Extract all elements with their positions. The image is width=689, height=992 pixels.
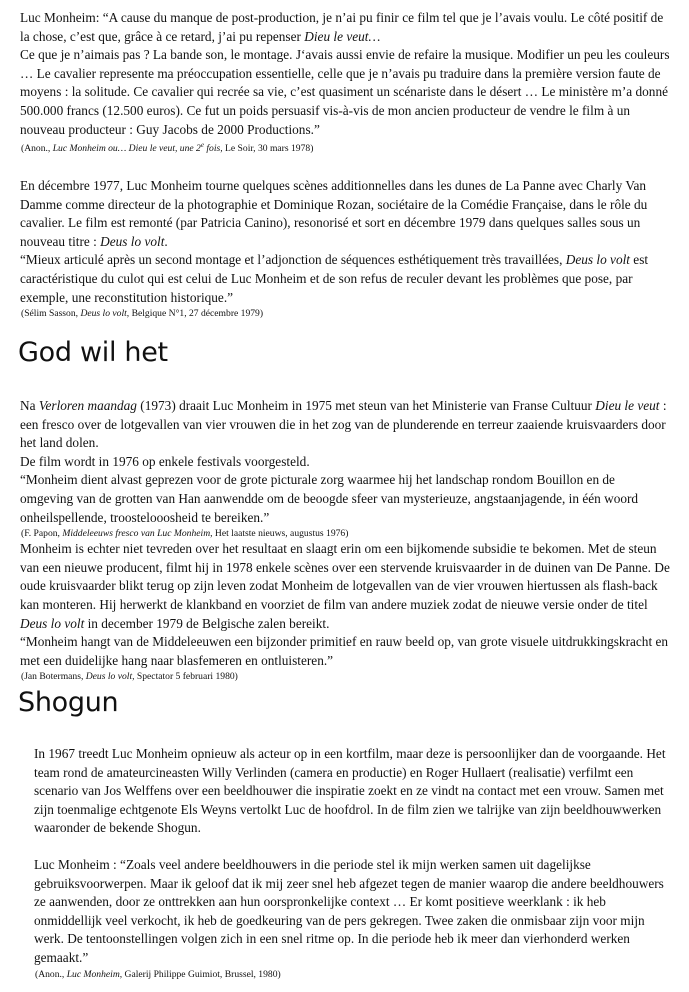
- text: (Anon.,: [21, 143, 53, 155]
- text: .: [164, 233, 168, 249]
- text: Galerij Philippe Guimiot, Brussel, 1980): [122, 968, 281, 980]
- citation: [21, 527, 670, 540]
- film-title: Deus lo volt: [565, 252, 630, 268]
- text: fois,: [203, 143, 223, 155]
- paragraph: Ce que je n’aimais pas ? La bande son, le montage. J‘avais aussi envie de refaire la musique. Modifier un peu les couleurs … Le cavalier represente ma préoccupation essentielle, celle que je n’avais pu traduire dans la première version faute de moyens : la solitude. Ce cavalier qui recrée sa vie, c’est quasiment un scénariste dans le désert … Le ministère m’a donné 500.000 francs (12.500 euros). Ce fut un poids persuasif vis-à-vis de mon ancien producteur de vendre le film à un nouveau producteur : Guy Jacobs de 2000 Productions.”: [20, 47, 670, 137]
- film-title: Dieu le veut: [595, 398, 660, 413]
- quote: [20, 251, 670, 307]
- section-god-wil-het: [20, 397, 670, 683]
- heading-god-wil-het: God wil het: [18, 337, 168, 368]
- paragraph: De film wordt in 1976 op enkele festivals voorgesteld.: [20, 453, 310, 469]
- text: Luc Monheim ou… Dieu le veut, une 2: [52, 143, 201, 155]
- section-french-release: [20, 177, 670, 320]
- text: Spectator 5 februari 1980): [134, 671, 238, 683]
- paragraph: [20, 540, 670, 633]
- text: Le Soir, 30 mars 1978): [222, 143, 314, 155]
- text: “Mieux articulé après un second montage et l’adjonction de séquences esthétiquement très travaillées,: [20, 252, 566, 268]
- paragraph: [20, 397, 670, 453]
- text: (Anon.,: [35, 968, 67, 980]
- film-title: Dieu le veut…: [304, 28, 381, 44]
- text: Deus lo volt,: [85, 671, 135, 683]
- text: : een fresco over de lotgevallen van vier vrouwen die in het zog van de plunderende en terreur zaaiende kruisvaarders door het land dolen.: [20, 398, 667, 451]
- citation: [21, 307, 670, 320]
- film-title: Deus lo volt: [20, 615, 85, 631]
- text: Middeleeuws fresco van Luc Monheim,: [62, 528, 213, 540]
- citation: [21, 139, 670, 155]
- text: est caractéristique du culot qui est celui de Luc Monheim et de son refus de reculer devant les problèmes que pose, par exemple, une reconstitution historique.”: [20, 252, 649, 305]
- citation: [35, 968, 668, 981]
- text: Luc Monheim: “A cause du manque de post-production, je n’ai pu finir ce film tel que je l’avais voulu. Le côté positif de la chose, c’est que, grâce à ce retard, j’ai pu repenser: [20, 10, 664, 44]
- quote: Luc Monheim : “Zoals veel andere beeldhouwers in die periode stel ik mijn werken samen uit dagelijkse gebruiksvoorwerpen. Maar ik geloof dat ik mij zeer snel heb afgezet tegen de manier waarop die andere beeldhouwers ze aanwenden, door ze onttrekken aan hun oorspronkelijke context … Er komt positieve weerklank : ik heb onmiddellijk veel verkocht, ik heb de goedkeuring van de pers gekregen. Twee zaken die onmisbaar zijn voor mijn werk. De tentoonstellingen volgen zich in een snel ritme op. In die periode heb ik meer dan vierhonderd werken gemaakt.”: [34, 856, 664, 965]
- paragraph: [20, 9, 670, 46]
- text: En décembre 1977, Luc Monheim tourne quelques scènes additionnelles dans les dunes de La Panne avec Charly Van Damme comme directeur de la photographie et Dominique Rozan, sociétaire de la Comédie Française, dans le rôle du cavalier. Le film est remonté (par Patricia Canino), resonorisé et sort en décembre 1979 dans quelques salles sous un nouveau titre :: [20, 178, 648, 249]
- section-french-text: [20, 9, 670, 155]
- superscript: e: [200, 141, 204, 150]
- citation: [21, 670, 670, 683]
- text: in december 1979 de Belgische zalen bereikt.: [84, 615, 330, 631]
- section-shogun: [34, 745, 668, 981]
- film-title: Verloren maandag: [38, 398, 137, 413]
- paragraph: [20, 177, 670, 251]
- text: (1973) draait Luc Monheim in 1975 met steun van het Ministerie van Franse Cultuur: [136, 398, 596, 413]
- text: Deus lo volt,: [80, 308, 130, 320]
- text: Het laatste nieuws, augustus 1976): [212, 528, 349, 540]
- paragraph: In 1967 treedt Luc Monheim opnieuw als acteur op in een kortfilm, maar deze is persoonlijker dan de voorgaande. Het team rond de amateurcineasten Willy Verlinden (camera en productie) en Roger Hullaert (realisatie) verfilmt een scenario van Jos Welffens over een beeldhouwer die inspiratie zoekt en ze vindt na contact met een vrouw. Samen met zijn toenmalige echtgenote Els Weyns vertolkt Luc de hoofdrol. In de film zien we talrijke van zijn beeldhouwwerken waaronder de bekende Shogun.: [34, 746, 666, 836]
- text: Monheim is echter niet tevreden over het resultaat en slaagt erin om een bijkomende subsidie te bekomen. Met de steun van een nieuwe producent, filmt hij in 1978 enkele scènes over een stervende kruisvaarder in de duinen van De Panne. De oude kruisvaarder blikt terug op zijn leven zodat Monheim de lotgevallen van de vier vrouwen hiertussen als flash-back kan monteren. Hij herwerkt de klankband en voorziet de film van andere muziek zodat de nieuwe versie onder de titel: [20, 541, 670, 612]
- text: (F. Papon,: [21, 528, 63, 540]
- text: Belgique N°1, 27 décembre 1979): [129, 308, 264, 320]
- text: (Sélim Sasson,: [21, 308, 81, 320]
- text: (Jan Botermans,: [21, 671, 86, 683]
- quote: “Monheim hangt van de Middeleeuwen een bijzonder primitief en rauw beeld op, van grote visuele uitdrukkingskracht en met een duidelijke hang naar blasfemeren en ontluisteren.”: [20, 634, 669, 668]
- film-title: Deus lo volt: [100, 233, 165, 249]
- heading-shogun: Shogun: [18, 687, 119, 718]
- text: Luc Monheim,: [66, 968, 123, 980]
- text: Na: [20, 398, 39, 413]
- quote: “Monheim dient alvast geprezen voor de grote picturale zorg waarmee hij het landschap rondom Bouillon en de omgeving van de grotten van Han aanwendde om de beoogde sfeer van mysterieuze, angstaanjagende, in één woord onheilspellende, troostelooosheid te bereiken.”: [20, 472, 639, 525]
